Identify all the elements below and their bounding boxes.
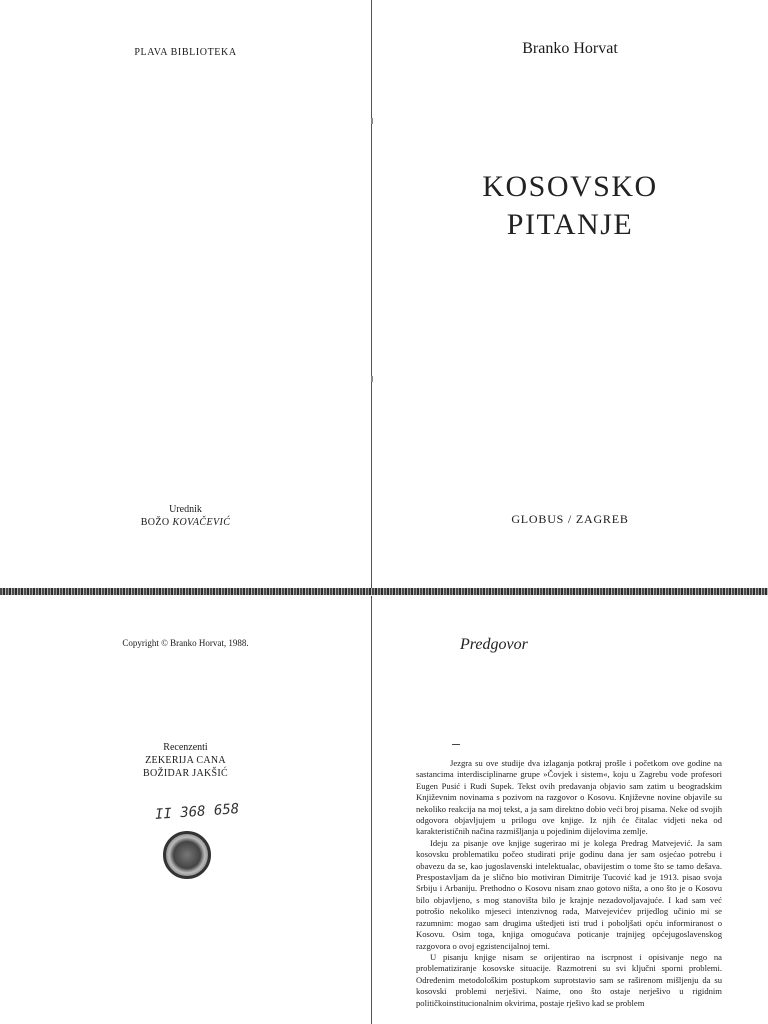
- book-title: [372, 168, 768, 244]
- handwritten-note: II 368 658: [154, 801, 240, 823]
- editor-name: [0, 517, 371, 528]
- preface-spread: [0, 596, 768, 1024]
- preface-paragraph: Jezgra su ove studije dva izlaganja potkraj prošle i početkom ove godine na sastancima interdisciplinarne grupe »Čovjek i sistem«, koju u Zagrebu vode profesori Eugen Pusić i Rudi Supek. Tekst ovih predavanja objavio sam zatim u beogradskim Književnim novinama s pozivom na razgovor o Kosovu. Književne novine objavile su nekoliko reakcija na moj tekst, a ja sam direktno dobio veći broj pisama. Neke od svojih odgovora objavljujem u prilogu ove knjige. Iz njih će čitalac vidjeti neka od karakterističnih načina razmišljanja u pojedinim dijelovima zemlje.: [416, 758, 722, 837]
- right-title-page: [372, 0, 768, 588]
- preface-body: [416, 758, 722, 1009]
- reviewer-name: BOŽIDAR JAKŠIĆ: [142, 768, 229, 779]
- copyright-notice: Copyright © Branko Horvat, 1988.: [122, 638, 249, 648]
- margin-mark: [371, 118, 373, 124]
- series-name: PLAVA BIBLIOTEKA: [134, 47, 237, 58]
- reviewers-label: Recenzenti: [163, 742, 208, 753]
- author-name: Branko Horvat: [522, 40, 618, 57]
- margin-mark: [371, 376, 373, 382]
- preface-title: Predgovor: [460, 636, 528, 653]
- title-line-1: KOSOVSKO: [482, 170, 658, 203]
- scan-edge: [0, 588, 768, 595]
- left-title-page: [0, 0, 371, 588]
- library-stamp: [163, 831, 211, 879]
- title-line-2: PITANJE: [506, 208, 634, 241]
- preface-paragraph: U pisanju knjige nisam se orijentirao na iscrpnost i opisivanje nego na problematiziranje kosovske situacije. Razmotreni su svi ključni sporni problemi. Određenim metodološkim postupkom suprotstavio sam se raširenom mišljenju da su kosovski problemi nerješivi. Naime, ono što ostaje nerješivo u rigidnim političkoinstitucionalnim okvirima, postaje rješivo kad se problem: [416, 951, 722, 1008]
- preface-paragraph: Ideju za pisanje ove knjige sugerirao mi je kolega Predrag Matvejević. Ja sam kosovsku problematiku počeo studirati prije godinu dana jer sam osjećao potrebu i obavezu da se, kao jugoslavenski intelektualac, obavijestim o tome što se tamo dešava. Prespostavljam da je slično bio motiviran Dimitrije Tucović kad je 1913. pisao svoja Srbiju i Arbaniju. Prethodno o Kosovu nisam znao gotovo ništa, a ono što je o Kosovu bilo objavljeno, s mog stanovišta bilo je krajnje nezadovoljavajuće. I kad sam već potrošio nekoliko mjeseci intenzivnog rada, Matvejevićev prijedlog učinio mi se razumnim: mogao sam drugima uštedjeti isti trud i poboljšati opću informiranost o Kosovu. Osim toga, knjiga omogućava poticanje trajnijeg općejugoslavenskog razgovora o ovoj egzistencijalnoj temi.: [416, 837, 722, 951]
- preface-page: [372, 596, 768, 1024]
- editor-label: Urednik: [169, 504, 202, 515]
- publisher-name: GLOBUS / ZAGREB: [511, 512, 629, 526]
- editor-first-name: BOŽO: [140, 517, 173, 528]
- editor-last-name: KOVAČEVIĆ: [172, 517, 231, 528]
- copyright-page: [0, 596, 371, 1024]
- reviewer-name: ZEKERIJA CANA: [145, 755, 226, 766]
- section-dash: [452, 744, 460, 745]
